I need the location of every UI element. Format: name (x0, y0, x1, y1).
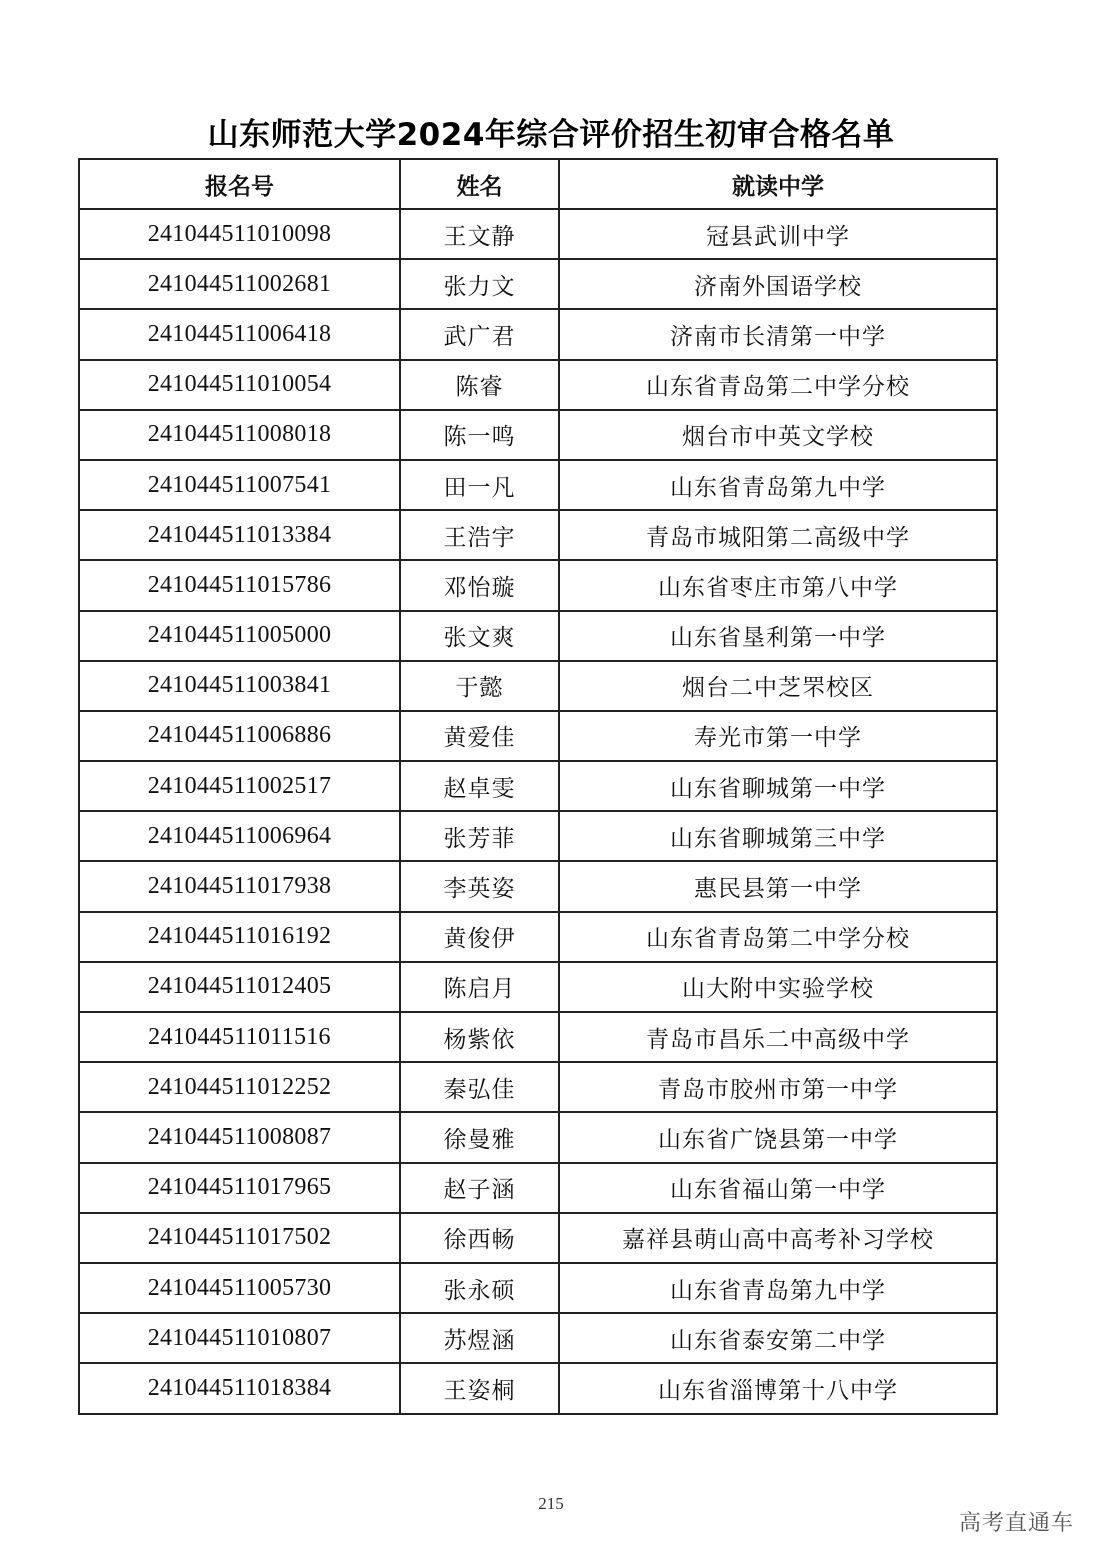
registration-number-cell: 241044511005730 (79, 1263, 400, 1313)
document-title: 山东师范大学2024年综合评价招生初审合格名单 (207, 117, 895, 153)
table-row (79, 1012, 997, 1062)
student-name-cell: 赵卓雯 (400, 761, 559, 811)
registration-number-cell: 241044511002681 (79, 259, 400, 309)
student-name-cell: 王浩宇 (400, 510, 559, 560)
roster-table (78, 158, 998, 1415)
school-cell: 冠县武训中学 (559, 209, 997, 259)
table-row (79, 661, 997, 711)
student-name-cell: 王姿桐 (400, 1363, 559, 1413)
student-name-cell: 于懿 (400, 661, 559, 711)
table-row (79, 410, 997, 460)
school-cell: 青岛市胶州市第一中学 (559, 1062, 997, 1112)
school-cell: 山东省聊城第三中学 (559, 811, 997, 861)
registration-number-cell: 241044511003841 (79, 661, 400, 711)
column-header-name: 姓名 (400, 159, 559, 209)
table-row (79, 360, 997, 410)
registration-number-cell: 241044511006886 (79, 711, 400, 761)
student-name-cell: 苏煜涵 (400, 1313, 559, 1363)
student-name-cell: 邓怡璇 (400, 560, 559, 610)
registration-number-cell: 241044511012252 (79, 1062, 400, 1112)
school-cell: 寿光市第一中学 (559, 711, 997, 761)
student-name-cell: 张文爽 (400, 611, 559, 661)
registration-number-cell: 241044511006418 (79, 309, 400, 359)
registration-number-cell: 241044511017965 (79, 1163, 400, 1213)
header-row (79, 159, 997, 209)
school-cell: 嘉祥县萌山高中高考补习学校 (559, 1213, 997, 1263)
student-name-cell: 陈启月 (400, 962, 559, 1012)
student-name-cell: 徐西畅 (400, 1213, 559, 1263)
registration-number-cell: 241044511005000 (79, 611, 400, 661)
registration-number-cell: 241044511002517 (79, 761, 400, 811)
table-row (79, 510, 997, 560)
registration-number-cell: 241044511016192 (79, 912, 400, 962)
column-header-school: 就读中学 (559, 159, 997, 209)
school-cell: 烟台二中芝罘校区 (559, 661, 997, 711)
table-row (79, 1263, 997, 1313)
school-cell: 青岛市城阳第二高级中学 (559, 510, 997, 560)
table-row (79, 1213, 997, 1263)
student-name-cell: 王文静 (400, 209, 559, 259)
school-cell: 烟台市中英文学校 (559, 410, 997, 460)
school-cell: 山东省垦利第一中学 (559, 611, 997, 661)
student-name-cell: 赵子涵 (400, 1163, 559, 1213)
table-body (79, 209, 997, 1414)
table-row (79, 209, 997, 259)
registration-number-cell: 241044511018384 (79, 1363, 400, 1413)
school-cell: 山东省青岛第九中学 (559, 1263, 997, 1313)
table-row (79, 1363, 997, 1413)
table-row (79, 309, 997, 359)
student-name-cell: 秦弘佳 (400, 1062, 559, 1112)
table-row (79, 1313, 997, 1363)
school-cell: 山东省青岛第二中学分校 (559, 912, 997, 962)
column-header-registration-number: 报名号 (79, 159, 400, 209)
table-row (79, 460, 997, 510)
student-name-cell: 张永硕 (400, 1263, 559, 1313)
registration-number-cell: 241044511006964 (79, 811, 400, 861)
student-name-cell: 黄俊伊 (400, 912, 559, 962)
student-name-cell: 田一凡 (400, 460, 559, 510)
table-row (79, 560, 997, 610)
registration-number-cell: 241044511017502 (79, 1213, 400, 1263)
registration-number-cell: 241044511015786 (79, 560, 400, 610)
page-number: 215 (538, 1494, 564, 1513)
registration-number-cell: 241044511010807 (79, 1313, 400, 1363)
school-cell: 山东省聊城第一中学 (559, 761, 997, 811)
school-cell: 山东省枣庄市第八中学 (559, 560, 997, 610)
table-row (79, 962, 997, 1012)
registration-number-cell: 241044511012405 (79, 962, 400, 1012)
table-row (79, 811, 997, 861)
registration-number-cell: 241044511013384 (79, 510, 400, 560)
table-row (79, 861, 997, 911)
registration-number-cell: 241044511010054 (79, 360, 400, 410)
student-name-cell: 武广君 (400, 309, 559, 359)
table-header (79, 159, 997, 209)
school-cell: 山东省福山第一中学 (559, 1163, 997, 1213)
registration-number-cell: 241044511008087 (79, 1112, 400, 1162)
registration-number-cell: 241044511017938 (79, 861, 400, 911)
school-cell: 山大附中实验学校 (559, 962, 997, 1012)
school-cell: 济南市长清第一中学 (559, 309, 997, 359)
school-cell: 山东省广饶县第一中学 (559, 1112, 997, 1162)
table-row (79, 912, 997, 962)
school-cell: 山东省青岛第二中学分校 (559, 360, 997, 410)
watermark: 高考直通车 (958, 1511, 1074, 1536)
student-name-cell: 张力文 (400, 259, 559, 309)
table-row (79, 611, 997, 661)
table-row (79, 259, 997, 309)
registration-number-cell: 241044511011516 (79, 1012, 400, 1062)
table-row (79, 1163, 997, 1213)
student-name-cell: 陈睿 (400, 360, 559, 410)
table-row (79, 1112, 997, 1162)
table-row (79, 761, 997, 811)
student-name-cell: 张芳菲 (400, 811, 559, 861)
table-row (79, 711, 997, 761)
registration-number-cell: 241044511007541 (79, 460, 400, 510)
registration-number-cell: 241044511010098 (79, 209, 400, 259)
school-cell: 山东省泰安第二中学 (559, 1313, 997, 1363)
student-name-cell: 徐曼雅 (400, 1112, 559, 1162)
school-cell: 济南外国语学校 (559, 259, 997, 309)
student-name-cell: 陈一鸣 (400, 410, 559, 460)
registration-number-cell: 241044511008018 (79, 410, 400, 460)
school-cell: 山东省青岛第九中学 (559, 460, 997, 510)
student-name-cell: 黄爱佳 (400, 711, 559, 761)
school-cell: 山东省淄博第十八中学 (559, 1363, 997, 1413)
school-cell: 惠民县第一中学 (559, 861, 997, 911)
student-name-cell: 杨紫依 (400, 1012, 559, 1062)
school-cell: 青岛市昌乐二中高级中学 (559, 1012, 997, 1062)
table-row (79, 1062, 997, 1112)
student-name-cell: 李英姿 (400, 861, 559, 911)
